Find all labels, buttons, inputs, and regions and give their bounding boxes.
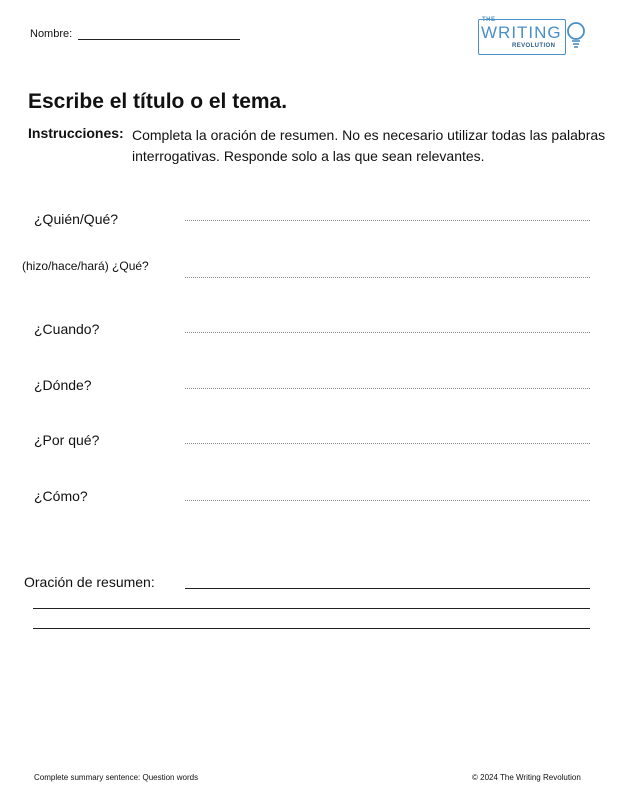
footer-copyright: © 2024 The Writing Revolution bbox=[472, 773, 581, 782]
question-when-answer-line[interactable] bbox=[185, 332, 590, 333]
question-what-label: (hizo/hace/hará) ¿Qué? bbox=[22, 259, 149, 273]
question-who-answer-line[interactable] bbox=[185, 220, 590, 221]
summary-line-2[interactable] bbox=[33, 608, 590, 609]
lightbulb-icon bbox=[566, 19, 586, 55]
page-title: Escribe el título o el tema. bbox=[28, 90, 288, 113]
question-how-label: ¿Cómo? bbox=[34, 488, 88, 504]
question-what-answer-line[interactable] bbox=[185, 277, 590, 278]
footer-left-text: Complete summary sentence: Question words bbox=[34, 773, 199, 782]
question-when-label: ¿Cuando? bbox=[34, 321, 100, 337]
question-why-answer-line[interactable] bbox=[185, 443, 590, 444]
instructions-text: Completa la oración de resumen. No es necesario utilizar todas las palabras interrogativas. Responde solo a las que sean relevantes. bbox=[132, 127, 606, 164]
summary-line-1[interactable] bbox=[185, 588, 590, 589]
logo-revolution-text: REVOLUTION bbox=[512, 43, 556, 49]
summary-label: Oración de resumen: bbox=[24, 574, 155, 590]
question-how-answer-line[interactable] bbox=[185, 500, 590, 501]
question-where-answer-line[interactable] bbox=[185, 388, 590, 389]
instructions-label: Instrucciones: bbox=[28, 125, 124, 141]
logo-the-text: THE bbox=[482, 17, 496, 23]
name-label: Nombre: bbox=[30, 28, 73, 40]
summary-line-3[interactable] bbox=[33, 628, 590, 629]
question-who-label: ¿Quién/Qué? bbox=[34, 211, 119, 227]
question-why-label: ¿Por qué? bbox=[34, 432, 100, 448]
writing-revolution-logo bbox=[478, 17, 594, 57]
logo-writing-text: WRITING bbox=[481, 23, 562, 42]
name-field[interactable] bbox=[78, 39, 240, 40]
question-where-label: ¿Dónde? bbox=[34, 377, 92, 393]
